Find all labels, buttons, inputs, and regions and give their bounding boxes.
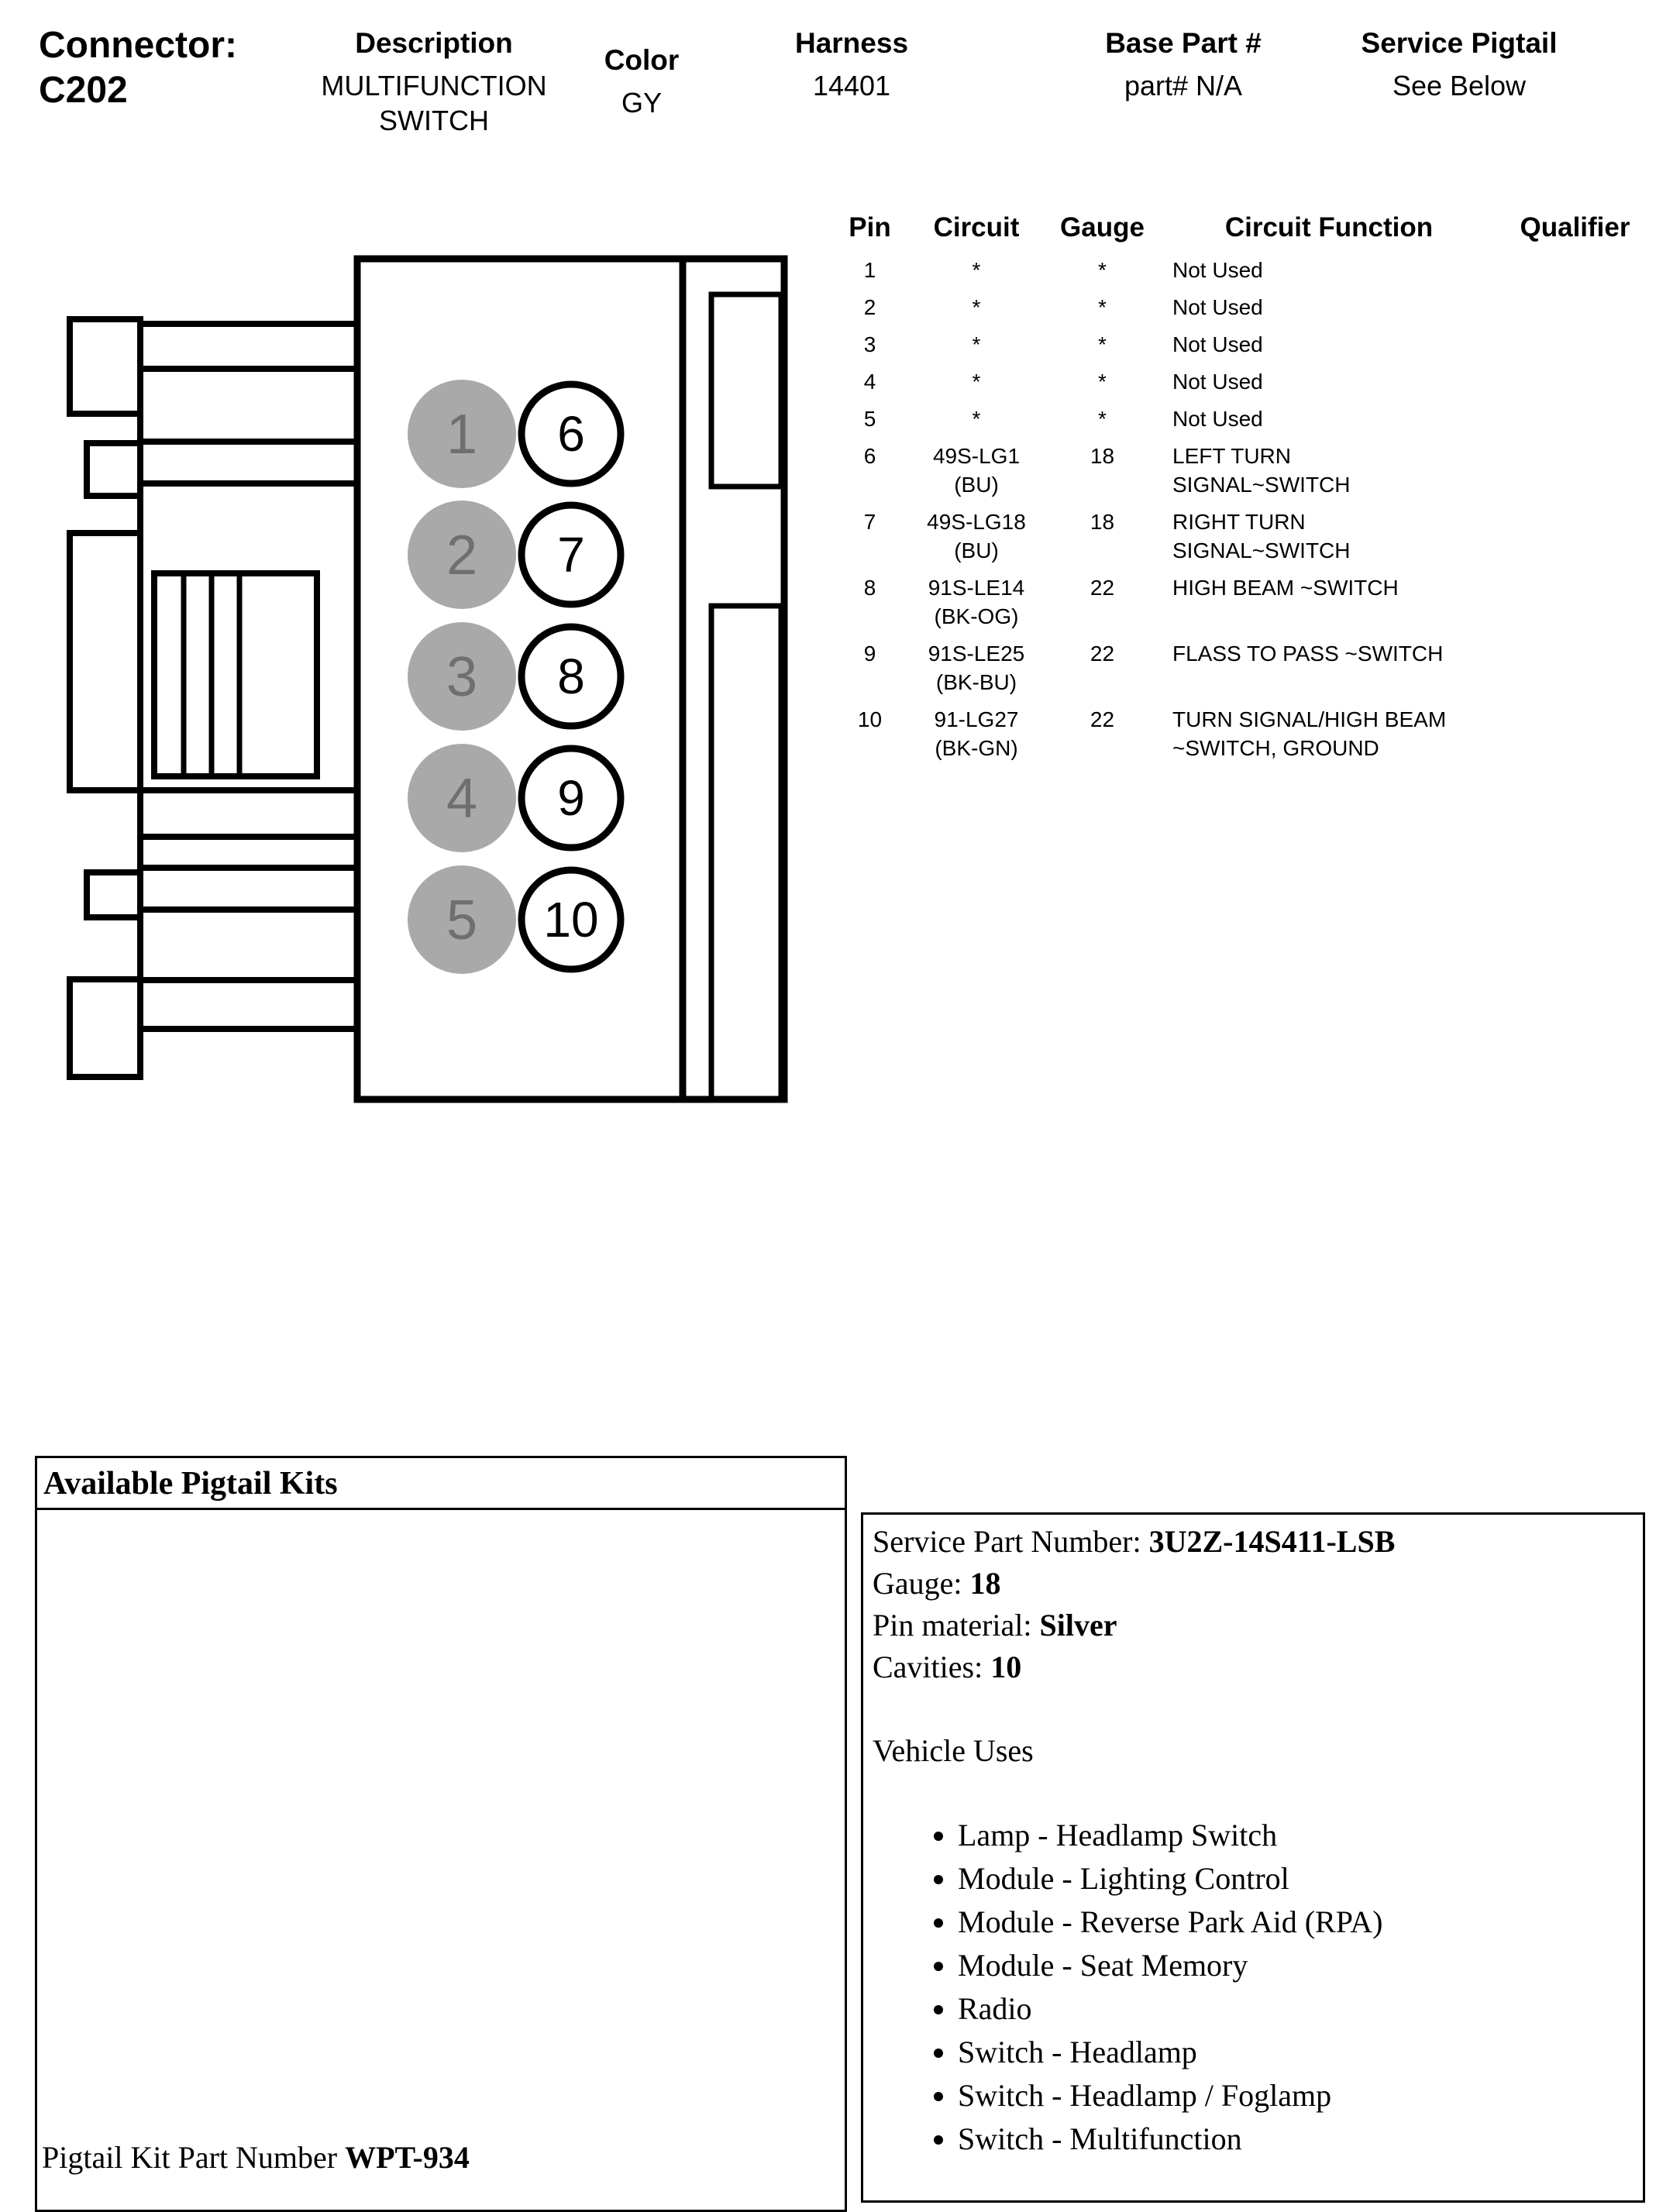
function-line-1: Not Used xyxy=(1172,295,1263,319)
bracket-bar-4 xyxy=(140,868,357,910)
pin-function xyxy=(1151,507,1507,565)
vehicle-use-item: • Switch - Headlamp xyxy=(958,2031,1634,2074)
circuit-id: 49S-LG1 xyxy=(932,444,1021,468)
color-label: Color xyxy=(604,44,680,76)
gauge-value: 18 xyxy=(969,1566,1001,1601)
color-value: GY xyxy=(621,87,662,119)
pin-qualifier xyxy=(1507,367,1643,396)
circuit-id: * xyxy=(972,332,981,356)
pin-number: 5 xyxy=(863,407,876,431)
base-part-label: Base Part # xyxy=(1105,27,1262,59)
pin-circuit xyxy=(899,404,1054,433)
base-part-value: part# N/A xyxy=(1124,70,1243,101)
pin-qualifier xyxy=(1507,507,1643,565)
kit-part-number-value: WPT-934 xyxy=(345,2140,470,2175)
col-header-function: Circuit Function xyxy=(1224,212,1434,243)
circuit-id: 91-LG27 xyxy=(934,707,1019,731)
pin-number: 10 xyxy=(857,707,883,731)
pin-label-3: 3 xyxy=(446,646,478,708)
pin-qualifier xyxy=(1507,442,1643,499)
bracket-bar-3 xyxy=(140,790,357,837)
pin-gauge: * xyxy=(1098,407,1107,431)
pin-circuit xyxy=(899,293,1054,322)
kit-part-number-label: Pigtail Kit Part Number xyxy=(42,2140,346,2175)
pin-gauge: * xyxy=(1098,295,1107,319)
vehicle-use-item: • Radio xyxy=(958,1987,1634,2031)
pin-circuit xyxy=(899,442,1054,499)
pin-function xyxy=(1151,573,1507,631)
pin-qualifier xyxy=(1507,573,1643,631)
harness-label: Harness xyxy=(794,27,909,59)
circuit-id: * xyxy=(972,370,981,394)
pin-gauge: 18 xyxy=(1090,444,1115,468)
pin-label-2: 2 xyxy=(446,525,478,587)
bracket-bar-2 xyxy=(140,442,357,483)
pin-qualifier xyxy=(1507,293,1643,322)
circuit-color: (BU) xyxy=(954,473,999,497)
vehicle-use-item: • Module - Seat Memory xyxy=(958,1944,1634,1987)
cavities-value: 10 xyxy=(990,1650,1022,1684)
pin-row-7 xyxy=(841,507,1671,565)
header-col-color xyxy=(580,43,704,120)
vehicle-uses-title: Vehicle Uses xyxy=(873,1733,1034,1768)
service-part-number-line xyxy=(873,1521,1634,1563)
function-line-1: Not Used xyxy=(1172,370,1263,394)
bracket-tab-4 xyxy=(87,872,140,917)
circuit-color: (BU) xyxy=(954,538,999,562)
circuit-color: (BK-BU) xyxy=(935,670,1017,694)
connector-id: C202 xyxy=(39,70,128,111)
pin-label-6: 6 xyxy=(557,406,585,462)
pin-circuit xyxy=(899,507,1054,565)
pin-number: 9 xyxy=(863,642,876,666)
pin-row-3 xyxy=(841,330,1671,359)
function-line-2: ~SWITCH, GROUND xyxy=(1172,736,1379,760)
circuit-id: * xyxy=(972,258,981,282)
pigtail-kits-title: Available Pigtail Kits xyxy=(37,1458,845,1510)
bracket-bar-5 xyxy=(140,980,357,1029)
pin-circuit xyxy=(899,639,1054,697)
pin-qualifier xyxy=(1507,256,1643,284)
pin-circuit xyxy=(899,367,1054,396)
circuit-color: (BK-GN) xyxy=(935,736,1018,760)
pin-row-5 xyxy=(841,404,1671,433)
circuit-id: * xyxy=(972,295,981,319)
pin-qualifier xyxy=(1507,330,1643,359)
pin-circuit xyxy=(899,330,1054,359)
function-line-2: SIGNAL~SWITCH xyxy=(1172,473,1351,497)
pin-number: 3 xyxy=(863,332,876,356)
bracket-tab-2 xyxy=(87,443,140,496)
col-header-circuit: Circuit xyxy=(933,212,1020,243)
col-header-qualifier: Qualifier xyxy=(1520,212,1630,243)
circuit-id: 91S-LE14 xyxy=(928,576,1025,600)
header-col-harness xyxy=(743,26,960,103)
cavities-label: Cavities: xyxy=(873,1650,991,1684)
pin-number: 4 xyxy=(863,370,876,394)
pin-label-5: 5 xyxy=(446,889,478,951)
pin-number: 8 xyxy=(863,576,876,600)
description-value: MULTIFUNCTION SWITCH xyxy=(321,70,547,136)
pin-label-9: 9 xyxy=(557,770,585,826)
pin-function xyxy=(1151,639,1507,697)
bracket-tab-middle xyxy=(70,533,140,790)
col-header-gauge: Gauge xyxy=(1060,212,1145,243)
pin-material-value: Silver xyxy=(1039,1608,1117,1643)
pin-number: 1 xyxy=(863,258,876,282)
connector-label: Connector: xyxy=(39,25,237,66)
cavities-line xyxy=(873,1646,1634,1688)
pigtail-kits-box xyxy=(35,1456,847,2212)
service-part-number-value: 3U2Z-14S411-LSB xyxy=(1148,1524,1396,1559)
bracket-grid-box xyxy=(154,573,317,776)
bracket-bar-1 xyxy=(140,324,357,369)
pin-row-10 xyxy=(841,705,1671,762)
pin-qualifier xyxy=(1507,705,1643,762)
pin-function xyxy=(1151,367,1507,396)
pin-gauge: 18 xyxy=(1090,510,1115,534)
connector-diagram xyxy=(35,248,821,1116)
pin-number: 2 xyxy=(863,295,876,319)
circuit-id: 49S-LG18 xyxy=(927,510,1026,534)
pin-gauge: 22 xyxy=(1090,642,1115,666)
pin-qualifier xyxy=(1507,639,1643,697)
vehicle-use-item: • Lamp - Headlamp Switch xyxy=(958,1814,1634,1857)
pin-number: 7 xyxy=(863,510,876,534)
service-pigtail-label: Service Pigtail xyxy=(1361,27,1558,59)
function-line-1: Not Used xyxy=(1172,407,1263,431)
service-part-number-label: Service Part Number: xyxy=(873,1524,1149,1559)
function-line-1: FLASS TO PASS ~SWITCH xyxy=(1172,642,1444,666)
gauge-line xyxy=(873,1563,1634,1605)
function-line-1: HIGH BEAM ~SWITCH xyxy=(1172,576,1399,600)
pin-row-1 xyxy=(841,256,1671,284)
description-label: Description xyxy=(355,27,513,59)
connector-title xyxy=(39,23,237,113)
pin-circuit xyxy=(899,573,1054,631)
vehicle-use-item: • Switch - Headlamp / Foglamp xyxy=(958,2074,1634,2117)
header-col-description xyxy=(302,26,566,138)
pin-gauge: * xyxy=(1098,332,1107,356)
pin-label-4: 4 xyxy=(446,768,478,830)
pin-function xyxy=(1151,293,1507,322)
pigtail-kit-part-number xyxy=(42,2138,470,2177)
pin-circuit xyxy=(899,256,1054,284)
harness-value: 14401 xyxy=(812,70,891,101)
bracket-tab-top xyxy=(70,319,140,414)
pin-number: 6 xyxy=(863,444,876,468)
pin-circuit xyxy=(899,705,1054,762)
bracket-tab-bottom xyxy=(70,979,140,1077)
circuit-id: 91S-LE25 xyxy=(928,642,1025,666)
pin-row-8 xyxy=(841,573,1671,631)
circuit-id: * xyxy=(972,407,981,431)
service-part-details-box xyxy=(861,1512,1645,2203)
pin-qualifier xyxy=(1507,404,1643,433)
pin-material-label: Pin material: xyxy=(873,1608,1040,1643)
pin-row-2 xyxy=(841,293,1671,322)
function-line-1: Not Used xyxy=(1172,332,1263,356)
pin-row-9 xyxy=(841,639,1671,697)
pin-function xyxy=(1151,330,1507,359)
pin-function xyxy=(1151,705,1507,762)
col-header-pin: Pin xyxy=(849,212,891,243)
header-col-service-pigtail xyxy=(1320,26,1599,103)
circuit-color: (BK-OG) xyxy=(934,604,1019,628)
pin-gauge: 22 xyxy=(1090,707,1115,731)
function-line-1: LEFT TURN xyxy=(1172,444,1291,468)
pin-label-1: 1 xyxy=(446,404,478,466)
pin-label-7: 7 xyxy=(557,527,585,583)
pin-gauge: 22 xyxy=(1090,576,1115,600)
service-pigtail-value: See Below xyxy=(1392,70,1527,101)
vehicle-use-item: • Switch - Multifunction xyxy=(958,2117,1634,2161)
pin-row-6 xyxy=(841,442,1671,499)
pin-label-8: 8 xyxy=(557,648,585,704)
pin-gauge: * xyxy=(1098,370,1107,394)
pin-material-line xyxy=(873,1605,1634,1646)
vehicle-uses-list xyxy=(873,1814,1634,2161)
pin-table-header xyxy=(841,211,1671,245)
pin-gauge: * xyxy=(1098,258,1107,282)
pin-row-4 xyxy=(841,367,1671,396)
pin-function xyxy=(1151,442,1507,499)
pin-function xyxy=(1151,404,1507,433)
gauge-label: Gauge: xyxy=(873,1566,970,1601)
vehicle-use-item: • Module - Reverse Park Aid (RPA) xyxy=(958,1901,1634,1944)
vehicle-use-item: • Module - Lighting Control xyxy=(958,1857,1634,1901)
pin-label-10: 10 xyxy=(543,892,599,948)
function-line-1: Not Used xyxy=(1172,258,1263,282)
function-line-1: TURN SIGNAL/HIGH BEAM xyxy=(1172,707,1447,731)
pin-function xyxy=(1151,256,1507,284)
function-line-1: RIGHT TURN xyxy=(1172,510,1306,534)
function-line-2: SIGNAL~SWITCH xyxy=(1172,538,1351,562)
header-col-base-part xyxy=(1044,26,1323,103)
pin-table xyxy=(841,211,1671,771)
